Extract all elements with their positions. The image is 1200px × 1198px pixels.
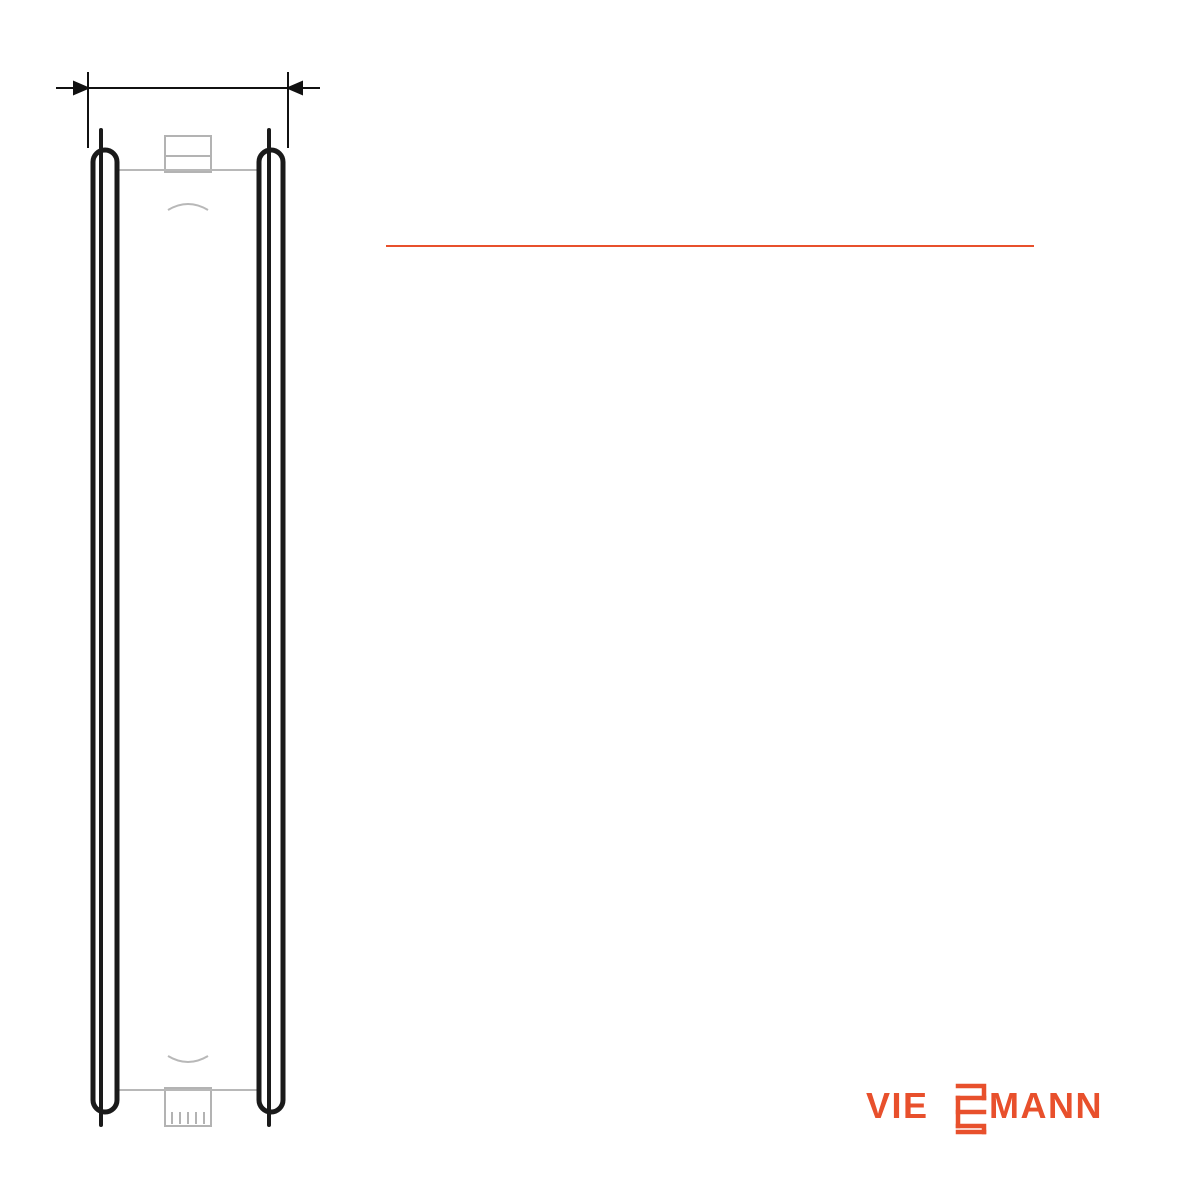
svg-text:MANN: MANN (989, 1085, 1103, 1126)
viessmann-logo (866, 1085, 1103, 1132)
left-panel (93, 150, 117, 1112)
pipe-connectors (165, 136, 211, 1126)
svg-text:VIE: VIE (866, 1085, 929, 1126)
title-underline (386, 245, 1034, 247)
convector-body (118, 170, 260, 1090)
panels (93, 130, 283, 1125)
